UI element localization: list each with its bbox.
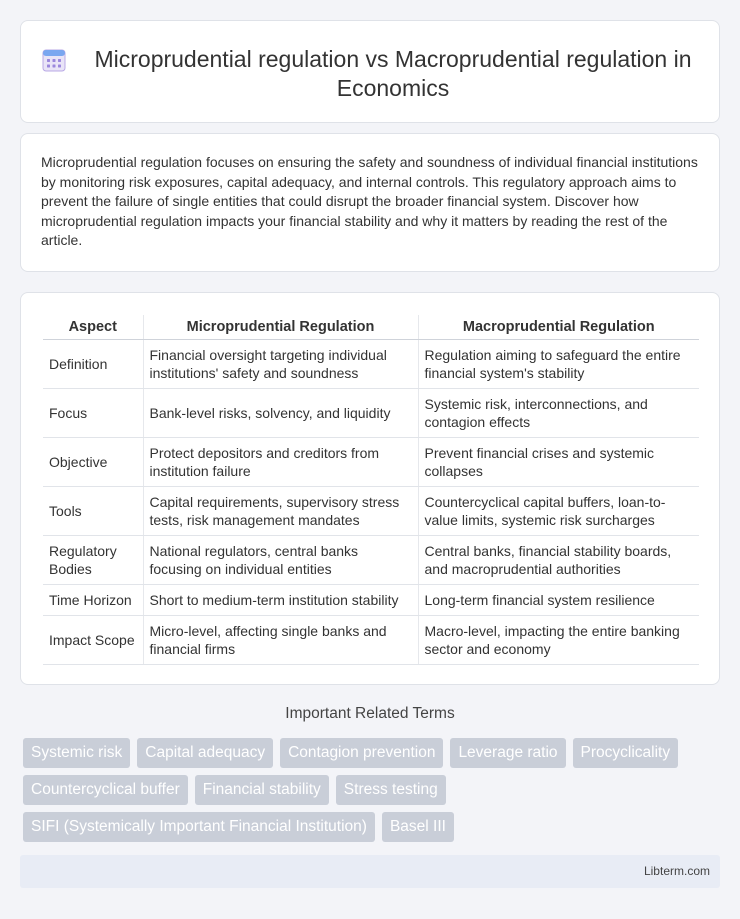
micro-cell: Micro-level, affecting single banks and financial firms bbox=[143, 615, 418, 664]
table-header-row bbox=[43, 315, 699, 339]
micro-cell: National regulators, central banks focusing on individual entities bbox=[143, 535, 418, 584]
column-header-macro: Macroprudential Regulation bbox=[418, 315, 699, 339]
macro-cell: Countercyclical capital buffers, loan-to-value limits, systemic risk surcharges bbox=[418, 486, 699, 535]
micro-cell: Capital requirements, supervisory stress tests, risk management mandates bbox=[143, 486, 418, 535]
tag-stress-testing[interactable]: Stress testing bbox=[336, 775, 446, 805]
tag-systemic-risk[interactable]: Systemic risk bbox=[23, 738, 130, 768]
intro-paragraph: Microprudential regulation focuses on ensuring the safety and soundness of individual financial institutions by monitoring risk exposures, capital adequacy, and internal controls. This regulatory approach aims to prevent the failure of single entities that could disrupt the broader financial system. Discover how microprudential regulation impacts your financial stability and why it matters by reading the rest of the article. bbox=[41, 154, 698, 249]
table-row bbox=[43, 615, 699, 664]
table-row bbox=[43, 584, 699, 615]
footer bbox=[20, 855, 720, 888]
aspect-cell: Definition bbox=[43, 339, 143, 388]
table-row bbox=[43, 437, 699, 486]
macro-cell: Macro-level, impacting the entire banking sector and economy bbox=[418, 615, 699, 664]
micro-cell: Financial oversight targeting individual institutions' safety and soundness bbox=[143, 339, 418, 388]
macro-cell: Central banks, financial stability boards, and macroprudential authorities bbox=[418, 535, 699, 584]
comparison-table-card bbox=[20, 292, 720, 685]
aspect-cell: Focus bbox=[43, 388, 143, 437]
footer-site-link[interactable]: Libterm.com bbox=[643, 864, 710, 878]
tag-sifi[interactable]: SIFI (Systemically Important Financial Institution) bbox=[23, 812, 375, 842]
related-terms-heading: Important Related Terms bbox=[285, 705, 455, 722]
tag-financial-stability[interactable]: Financial stability bbox=[195, 775, 329, 805]
aspect-cell: Regulatory Bodies bbox=[43, 535, 143, 584]
macro-cell: Prevent financial crises and systemic collapses bbox=[418, 437, 699, 486]
intro-card bbox=[20, 133, 720, 272]
column-header-micro: Microprudential Regulation bbox=[143, 315, 418, 339]
aspect-cell: Tools bbox=[43, 486, 143, 535]
column-header-aspect: Aspect bbox=[43, 315, 143, 339]
tag-countercyclical-buffer[interactable]: Countercyclical buffer bbox=[23, 775, 188, 805]
aspect-cell: Time Horizon bbox=[43, 584, 143, 615]
table-row bbox=[43, 535, 699, 584]
micro-cell: Short to medium-term institution stability bbox=[143, 584, 418, 615]
table-row bbox=[43, 486, 699, 535]
tag-procyclicality[interactable]: Procyclicality bbox=[573, 738, 679, 768]
micro-cell: Protect depositors and creditors from institution failure bbox=[143, 437, 418, 486]
macro-cell: Regulation aiming to safeguard the entire financial system's stability bbox=[418, 339, 699, 388]
calendar-grid-icon bbox=[41, 47, 67, 73]
related-terms-tags bbox=[23, 738, 723, 849]
macro-cell: Long-term financial system resilience bbox=[418, 584, 699, 615]
page-title: Microprudential regulation vs Macroprudential regulation in Economics bbox=[94, 46, 692, 101]
aspect-cell: Objective bbox=[43, 437, 143, 486]
tag-capital-adequacy[interactable]: Capital adequacy bbox=[137, 738, 273, 768]
tag-basel-iii[interactable]: Basel III bbox=[382, 812, 454, 842]
macro-cell: Systemic risk, interconnections, and contagion effects bbox=[418, 388, 699, 437]
tag-contagion-prevention[interactable]: Contagion prevention bbox=[280, 738, 443, 768]
aspect-cell: Impact Scope bbox=[43, 615, 143, 664]
table-row bbox=[43, 339, 699, 388]
comparison-table bbox=[43, 315, 699, 665]
table-row bbox=[43, 388, 699, 437]
tag-leverage-ratio[interactable]: Leverage ratio bbox=[450, 738, 565, 768]
micro-cell: Bank-level risks, solvency, and liquidity bbox=[143, 388, 418, 437]
header-card bbox=[20, 20, 720, 123]
